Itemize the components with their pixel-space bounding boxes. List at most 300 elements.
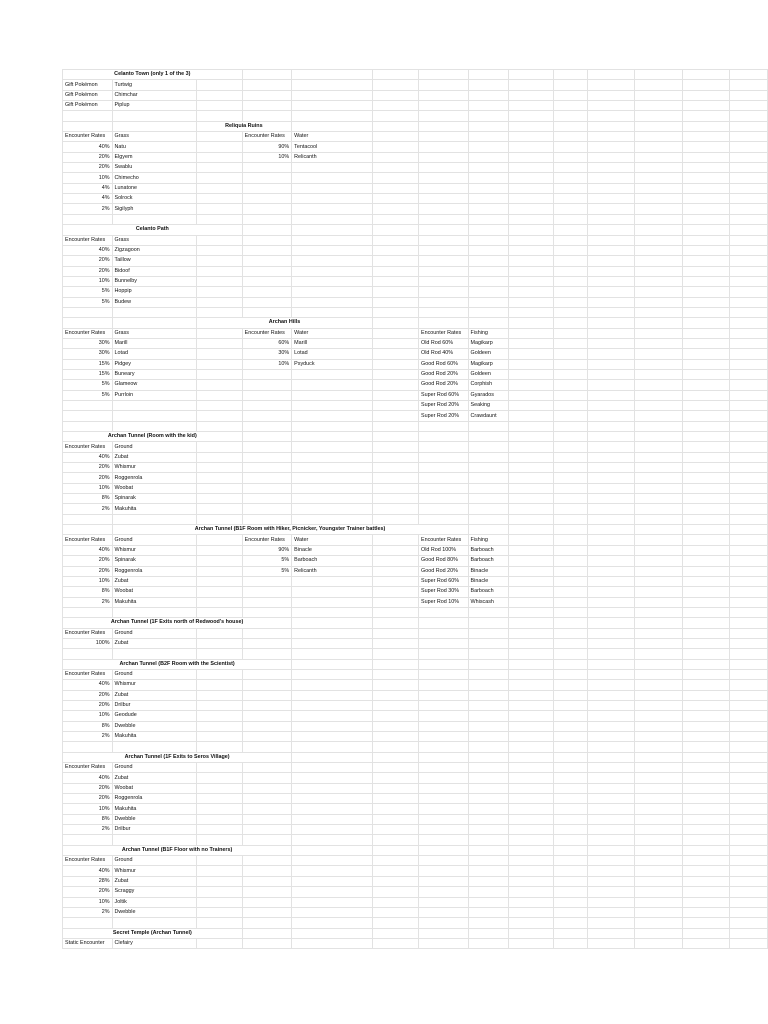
table-cell[interactable]: Turtwig [112,80,196,90]
table-cell[interactable] [634,338,683,348]
table-cell[interactable]: 5% [63,390,113,400]
table-cell[interactable] [554,628,587,638]
table-cell[interactable] [419,618,469,628]
section-title[interactable]: Celanto Town (only 1 of the 3) [63,70,243,80]
table-cell[interactable] [729,338,767,348]
table-cell[interactable] [509,514,554,524]
table-cell[interactable] [63,918,113,928]
table-cell[interactable] [63,307,113,317]
table-cell[interactable] [509,411,554,421]
table-cell[interactable] [554,494,587,504]
table-cell[interactable] [729,101,767,111]
table-cell[interactable] [509,856,554,866]
table-cell[interactable] [419,814,469,824]
table-cell[interactable] [292,307,373,317]
table-cell[interactable]: Barboach [292,556,373,566]
table-cell[interactable] [587,763,634,773]
table-cell[interactable] [634,649,683,659]
table-cell[interactable] [587,545,634,555]
table-cell[interactable] [419,245,469,255]
table-cell[interactable] [729,256,767,266]
table-cell[interactable] [196,638,242,648]
table-cell[interactable] [509,814,554,824]
table-cell[interactable] [419,183,469,193]
table-cell[interactable] [683,411,730,421]
table-cell[interactable] [554,825,587,835]
table-cell[interactable] [196,897,242,907]
table-cell[interactable] [683,173,730,183]
table-cell[interactable] [63,835,113,845]
table-cell[interactable] [242,825,292,835]
table-cell[interactable] [373,214,419,224]
table-cell[interactable] [683,401,730,411]
table-cell[interactable] [196,649,242,659]
table-cell[interactable] [468,845,509,855]
table-cell[interactable] [554,845,587,855]
table-cell[interactable] [587,721,634,731]
table-cell[interactable] [587,421,634,431]
table-cell[interactable]: Sigilyph [112,204,196,214]
table-cell[interactable] [587,649,634,659]
table-cell[interactable] [634,732,683,742]
table-cell[interactable] [242,576,292,586]
table-cell[interactable] [373,732,419,742]
table-cell[interactable] [554,752,587,762]
table-cell[interactable]: Purrloin [112,390,196,400]
table-cell[interactable]: Makuhita [112,804,196,814]
table-cell[interactable] [554,742,587,752]
table-cell[interactable] [683,349,730,359]
table-cell[interactable] [292,473,373,483]
table-cell[interactable] [729,235,767,245]
table-cell[interactable] [242,214,292,224]
table-cell[interactable]: Encounter Rates [63,763,113,773]
table-cell[interactable] [373,783,419,793]
table-cell[interactable] [292,814,373,824]
table-cell[interactable] [373,101,419,111]
table-cell[interactable] [419,494,469,504]
table-cell[interactable]: 15% [63,359,113,369]
table-cell[interactable] [634,845,683,855]
table-cell[interactable] [242,297,292,307]
table-cell[interactable] [554,700,587,710]
table-cell[interactable] [554,256,587,266]
table-cell[interactable] [292,587,373,597]
section-title[interactable]: Archan Tunnel (B2F Room with the Scientist) [63,659,292,669]
table-cell[interactable] [196,142,242,152]
table-cell[interactable] [373,887,419,897]
table-cell[interactable] [196,235,242,245]
table-cell[interactable] [634,773,683,783]
table-cell[interactable] [196,163,242,173]
table-cell[interactable] [242,369,292,379]
table-cell[interactable] [196,369,242,379]
table-cell[interactable] [292,763,373,773]
table-cell[interactable]: Encounter Rates [242,535,292,545]
table-cell[interactable] [112,121,196,131]
table-cell[interactable] [242,773,292,783]
table-cell[interactable] [587,907,634,917]
table-cell[interactable] [468,483,509,493]
table-cell[interactable] [683,794,730,804]
table-cell[interactable] [509,597,554,607]
table-cell[interactable] [196,266,242,276]
table-cell[interactable]: Barboach [468,556,509,566]
table-cell[interactable] [242,732,292,742]
table-cell[interactable] [554,794,587,804]
table-cell[interactable] [729,907,767,917]
table-cell[interactable]: Encounter Rates [63,328,113,338]
table-cell[interactable] [468,297,509,307]
table-cell[interactable] [729,773,767,783]
table-cell[interactable] [587,256,634,266]
table-cell[interactable] [634,307,683,317]
table-cell[interactable] [554,483,587,493]
table-cell[interactable] [373,638,419,648]
table-cell[interactable] [292,628,373,638]
table-cell[interactable] [292,504,373,514]
table-cell[interactable] [292,618,373,628]
table-cell[interactable] [196,473,242,483]
table-cell[interactable] [419,835,469,845]
table-cell[interactable] [292,111,373,121]
table-cell[interactable] [729,163,767,173]
table-cell[interactable] [373,680,419,690]
table-cell[interactable]: Zigzagoon [112,245,196,255]
table-cell[interactable] [468,452,509,462]
table-cell[interactable] [509,80,554,90]
table-cell[interactable] [468,928,509,938]
table-cell[interactable] [587,349,634,359]
table-cell[interactable] [196,680,242,690]
table-cell[interactable] [683,700,730,710]
table-cell[interactable] [683,432,730,442]
table-cell[interactable] [634,90,683,100]
table-cell[interactable] [509,628,554,638]
table-cell[interactable] [509,556,554,566]
table-cell[interactable] [468,132,509,142]
table-cell[interactable] [634,183,683,193]
table-cell[interactable] [419,742,469,752]
table-cell[interactable] [419,297,469,307]
table-cell[interactable]: 10% [63,173,113,183]
table-cell[interactable] [587,163,634,173]
table-cell[interactable] [634,680,683,690]
table-cell[interactable] [587,825,634,835]
table-cell[interactable] [196,152,242,162]
table-cell[interactable] [729,763,767,773]
table-cell[interactable] [509,525,554,535]
table-cell[interactable] [419,732,469,742]
table-cell[interactable] [729,669,767,679]
table-cell[interactable]: Gift Pokémon [63,90,113,100]
table-cell[interactable] [196,245,242,255]
table-cell[interactable] [587,576,634,586]
table-cell[interactable] [292,597,373,607]
table-cell[interactable] [292,856,373,866]
table-cell[interactable] [587,566,634,576]
table-cell[interactable]: Static Encounter [63,938,113,948]
table-cell[interactable] [554,763,587,773]
table-cell[interactable] [419,514,469,524]
table-cell[interactable]: 10% [63,483,113,493]
table-cell[interactable] [373,494,419,504]
table-cell[interactable] [373,649,419,659]
table-cell[interactable] [729,825,767,835]
table-cell[interactable]: 5% [63,287,113,297]
section-title[interactable]: Secret Temple (Archan Tunnel) [63,928,243,938]
table-cell[interactable] [196,256,242,266]
table-cell[interactable]: Hoppip [112,287,196,297]
table-cell[interactable] [373,556,419,566]
table-cell[interactable] [373,700,419,710]
table-cell[interactable] [587,638,634,648]
table-cell[interactable] [242,742,292,752]
table-cell[interactable] [292,411,373,421]
table-cell[interactable] [373,659,419,669]
table-cell[interactable]: Magikarp [468,359,509,369]
table-cell[interactable] [242,245,292,255]
table-cell[interactable] [683,845,730,855]
table-cell[interactable] [729,690,767,700]
table-cell[interactable] [373,90,419,100]
table-cell[interactable] [292,711,373,721]
table-cell[interactable] [112,411,196,421]
table-cell[interactable] [729,535,767,545]
table-cell[interactable] [554,204,587,214]
table-cell[interactable] [509,121,554,131]
table-cell[interactable] [683,369,730,379]
table-cell[interactable] [634,525,683,535]
table-cell[interactable] [373,266,419,276]
table-cell[interactable]: 60% [242,338,292,348]
table-cell[interactable] [242,918,292,928]
table-cell[interactable] [242,235,292,245]
table-cell[interactable]: Taillow [112,256,196,266]
table-cell[interactable] [634,359,683,369]
table-cell[interactable] [509,276,554,286]
table-cell[interactable] [196,183,242,193]
table-cell[interactable] [292,483,373,493]
table-cell[interactable] [292,494,373,504]
table-cell[interactable]: Elgyem [112,152,196,162]
table-cell[interactable] [634,576,683,586]
table-cell[interactable]: 20% [63,152,113,162]
table-cell[interactable] [554,907,587,917]
table-cell[interactable] [634,225,683,235]
table-cell[interactable] [373,183,419,193]
table-cell[interactable] [683,938,730,948]
table-cell[interactable] [634,70,683,80]
table-cell[interactable] [292,163,373,173]
table-cell[interactable]: Marill [112,338,196,348]
table-cell[interactable] [509,452,554,462]
table-cell[interactable] [419,690,469,700]
table-cell[interactable] [683,721,730,731]
table-cell[interactable] [554,721,587,731]
table-cell[interactable] [587,111,634,121]
table-cell[interactable] [292,214,373,224]
table-cell[interactable]: Zubat [112,876,196,886]
table-cell[interactable] [509,163,554,173]
table-cell[interactable] [196,173,242,183]
table-cell[interactable] [419,214,469,224]
table-cell[interactable]: Glameow [112,380,196,390]
table-cell[interactable] [292,845,373,855]
table-cell[interactable] [373,369,419,379]
table-cell[interactable] [509,90,554,100]
table-cell[interactable] [683,328,730,338]
table-cell[interactable] [587,204,634,214]
table-cell[interactable] [634,535,683,545]
table-cell[interactable]: Encounter Rates [242,328,292,338]
table-cell[interactable]: Ground [112,669,196,679]
table-cell[interactable] [419,866,469,876]
table-cell[interactable] [729,711,767,721]
table-cell[interactable] [683,732,730,742]
table-cell[interactable]: Dwebble [112,907,196,917]
table-cell[interactable] [509,866,554,876]
table-cell[interactable] [373,907,419,917]
table-cell[interactable] [509,380,554,390]
table-cell[interactable] [683,773,730,783]
table-cell[interactable]: Encounter Rates [419,535,469,545]
table-cell[interactable] [634,421,683,431]
table-cell[interactable] [468,473,509,483]
table-cell[interactable] [468,856,509,866]
table-cell[interactable] [683,804,730,814]
table-cell[interactable] [509,359,554,369]
table-cell[interactable] [468,163,509,173]
table-cell[interactable] [683,266,730,276]
table-cell[interactable]: Ground [112,628,196,638]
table-cell[interactable] [509,607,554,617]
table-cell[interactable] [554,732,587,742]
table-cell[interactable] [554,928,587,938]
table-cell[interactable] [587,700,634,710]
table-cell[interactable] [683,152,730,162]
table-cell[interactable] [468,245,509,255]
table-cell[interactable] [292,80,373,90]
table-cell[interactable] [587,804,634,814]
table-cell[interactable] [587,669,634,679]
table-cell[interactable] [634,349,683,359]
table-cell[interactable] [683,442,730,452]
table-cell[interactable] [554,163,587,173]
table-cell[interactable] [509,70,554,80]
table-cell[interactable] [587,494,634,504]
table-cell[interactable] [292,680,373,690]
table-cell[interactable] [587,690,634,700]
table-cell[interactable] [729,390,767,400]
table-cell[interactable] [587,918,634,928]
table-cell[interactable]: Lunatone [112,183,196,193]
table-cell[interactable] [242,638,292,648]
table-cell[interactable] [373,866,419,876]
table-cell[interactable]: 10% [63,711,113,721]
table-cell[interactable] [683,566,730,576]
table-cell[interactable]: Roggenrola [112,794,196,804]
table-cell[interactable] [729,866,767,876]
table-cell[interactable] [587,514,634,524]
table-cell[interactable]: Ground [112,856,196,866]
table-cell[interactable] [554,390,587,400]
table-cell[interactable] [112,742,196,752]
table-cell[interactable] [634,700,683,710]
table-cell[interactable] [683,576,730,586]
table-cell[interactable] [292,794,373,804]
table-cell[interactable] [729,266,767,276]
table-cell[interactable]: 2% [63,597,113,607]
table-cell[interactable] [729,804,767,814]
table-cell[interactable] [63,401,113,411]
table-cell[interactable]: Swablu [112,163,196,173]
table-cell[interactable] [242,897,292,907]
table-cell[interactable] [242,721,292,731]
table-cell[interactable] [683,825,730,835]
table-cell[interactable]: 8% [63,814,113,824]
table-cell[interactable] [729,121,767,131]
table-cell[interactable] [292,194,373,204]
table-cell[interactable] [292,721,373,731]
table-cell[interactable]: Pidgey [112,359,196,369]
table-cell[interactable]: Barboach [468,587,509,597]
table-cell[interactable] [587,132,634,142]
table-cell[interactable] [509,214,554,224]
table-cell[interactable] [373,618,419,628]
table-cell[interactable] [587,752,634,762]
table-cell[interactable] [554,90,587,100]
table-cell[interactable] [587,338,634,348]
table-cell[interactable] [419,804,469,814]
table-cell[interactable] [554,152,587,162]
table-cell[interactable]: Encounter Rates [63,628,113,638]
table-cell[interactable] [419,70,469,80]
table-cell[interactable] [196,711,242,721]
table-cell[interactable] [468,514,509,524]
table-cell[interactable] [634,111,683,121]
table-cell[interactable]: Old Rod 60% [419,338,469,348]
table-cell[interactable] [634,514,683,524]
table-cell[interactable] [554,452,587,462]
table-cell[interactable]: Binacle [292,545,373,555]
table-cell[interactable]: Chimecho [112,173,196,183]
table-cell[interactable] [419,287,469,297]
table-cell[interactable] [587,535,634,545]
table-cell[interactable]: Whismur [112,545,196,555]
table-cell[interactable] [196,452,242,462]
table-cell[interactable] [587,80,634,90]
table-cell[interactable] [634,783,683,793]
table-cell[interactable] [509,504,554,514]
table-cell[interactable] [196,794,242,804]
table-cell[interactable] [634,897,683,907]
table-cell[interactable] [683,649,730,659]
table-cell[interactable] [554,297,587,307]
table-cell[interactable] [729,721,767,731]
table-cell[interactable]: Water [292,328,373,338]
table-cell[interactable] [112,318,196,328]
table-cell[interactable] [63,742,113,752]
table-cell[interactable] [587,142,634,152]
table-cell[interactable] [419,928,469,938]
table-cell[interactable] [196,607,242,617]
table-cell[interactable] [468,773,509,783]
table-cell[interactable]: Ground [112,442,196,452]
table-cell[interactable] [729,369,767,379]
table-cell[interactable] [242,690,292,700]
table-cell[interactable] [468,121,509,131]
